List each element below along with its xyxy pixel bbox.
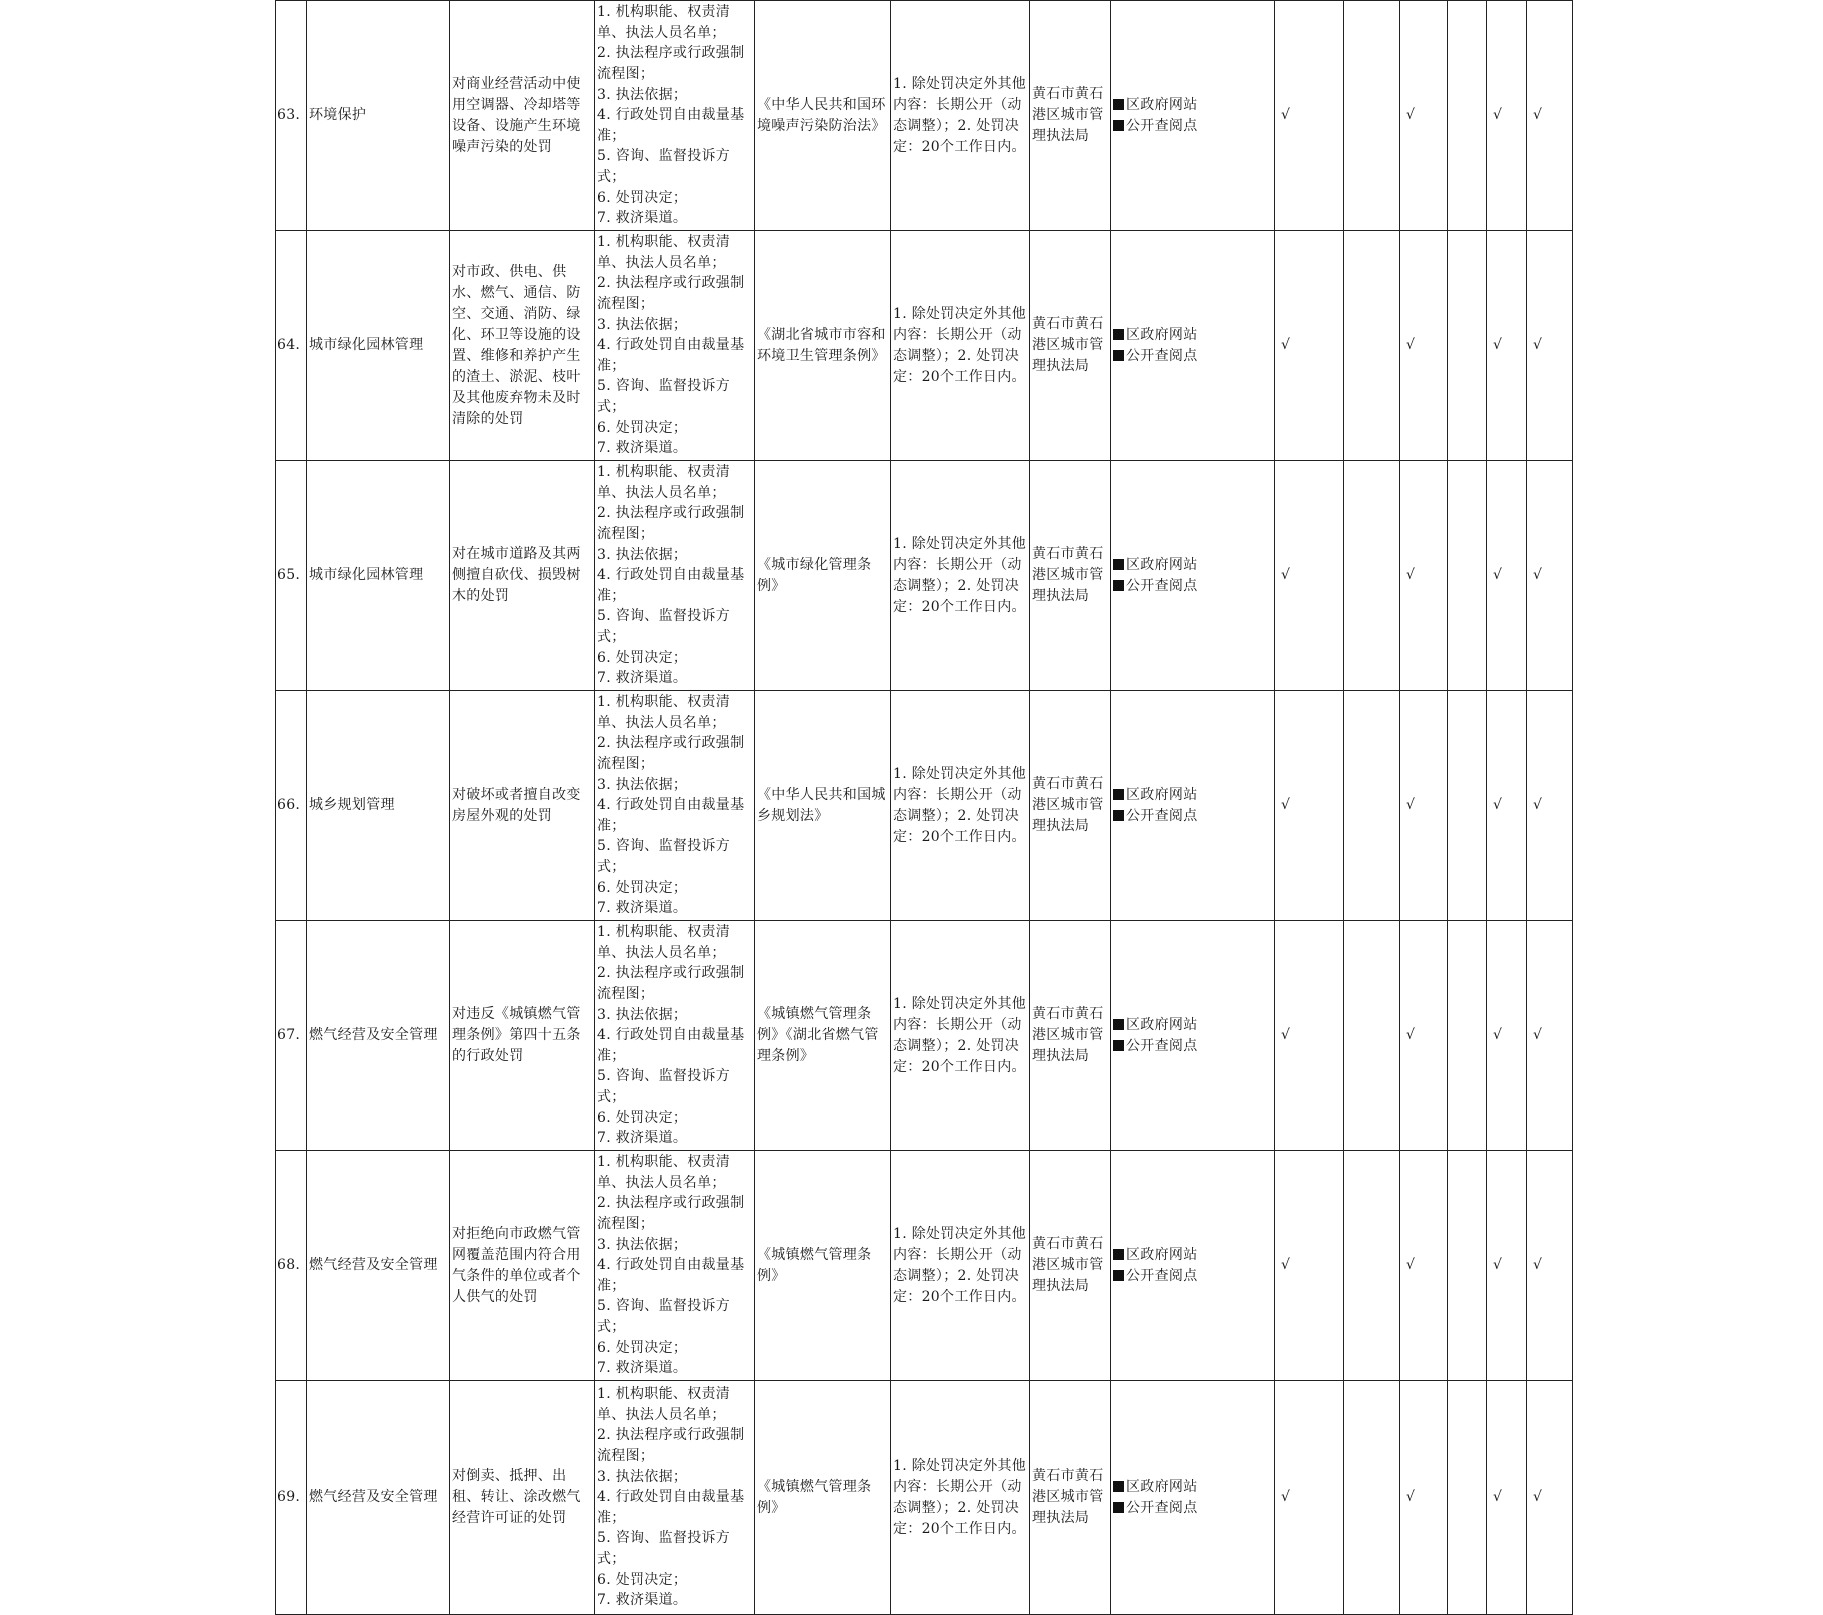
row-category: 城乡规划管理 (307, 691, 450, 921)
row-channels (1111, 461, 1275, 691)
check-mark: √ (1400, 1, 1448, 231)
row-content (595, 1151, 755, 1381)
row-number: 69. (276, 1381, 307, 1615)
checked-square-icon (1113, 99, 1124, 110)
content-line: 4. 行政处罚自由裁量基准； (597, 337, 745, 374)
checked-square-icon (1113, 1040, 1124, 1051)
channel-item (1113, 806, 1272, 827)
row-subject: 黄石市黄石港区城市管理执法局 (1030, 461, 1111, 691)
channel-item (1113, 1266, 1272, 1287)
content-line: 2. 执法程序或行政强制流程图； (597, 1427, 745, 1465)
check-mark (1344, 1381, 1400, 1615)
row-time: 1. 除处罚决定外其他内容：长期公开（动态调整）；2. 处罚决定：20个工作日内。 (891, 1151, 1030, 1381)
row-number: 67. (276, 921, 307, 1151)
table-row (276, 1, 1573, 231)
channel-label: 公开查阅点 (1126, 1499, 1198, 1516)
channel-item (1113, 325, 1272, 346)
channel-item (1113, 116, 1272, 137)
content-line: 7. 救济渠道。 (597, 900, 688, 917)
check-mark: √ (1527, 1381, 1573, 1615)
channel-item (1113, 1245, 1272, 1266)
checked-square-icon (1113, 329, 1124, 340)
content-line: 6. 处罚决定； (597, 1109, 688, 1126)
check-mark: √ (1400, 231, 1448, 461)
content-line: 6. 处罚决定； (597, 879, 688, 896)
check-mark: √ (1487, 921, 1527, 1151)
row-time: 1. 除处罚决定外其他内容：长期公开（动态调整）；2. 处罚决定：20个工作日内。 (891, 1381, 1030, 1615)
channel-label: 公开查阅点 (1126, 117, 1198, 134)
table-body (276, 1, 1573, 1615)
row-number: 68. (276, 1151, 307, 1381)
table-row (276, 1381, 1573, 1615)
content-line: 2. 执法程序或行政强制流程图； (597, 275, 745, 313)
checked-square-icon (1113, 1481, 1124, 1492)
check-mark: √ (1275, 1, 1344, 231)
channel-label: 区政府网站 (1126, 326, 1198, 343)
check-mark (1448, 1381, 1487, 1615)
checked-square-icon (1113, 789, 1124, 800)
check-mark: √ (1527, 921, 1573, 1151)
row-subject: 黄石市黄石港区城市管理执法局 (1030, 1, 1111, 231)
channel-item (1113, 576, 1272, 597)
row-category: 燃气经营及安全管理 (307, 921, 450, 1151)
row-time: 1. 除处罚决定外其他内容：长期公开（动态调整）；2. 处罚决定：20个工作日内。 (891, 921, 1030, 1151)
row-item: 对违反《城镇燃气管理条例》第四十五条的行政处罚 (450, 921, 595, 1151)
content-line: 7. 救济渠道。 (597, 210, 688, 227)
content-line: 3. 执法依据； (597, 546, 688, 563)
channel-item (1113, 1036, 1272, 1057)
check-mark (1448, 1, 1487, 231)
check-mark: √ (1275, 231, 1344, 461)
check-mark (1448, 461, 1487, 691)
content-line: 3. 执法依据； (597, 1236, 688, 1253)
check-mark (1448, 1151, 1487, 1381)
row-basis: 《湖北省城市市容和环境卫生管理条例》 (755, 231, 891, 461)
check-mark (1344, 921, 1400, 1151)
channel-label: 公开查阅点 (1126, 347, 1198, 364)
content-line: 7. 救济渠道。 (597, 1130, 688, 1147)
row-item: 对拒绝向市政燃气管网覆盖范围内符合用气条件的单位或者个人供气的处罚 (450, 1151, 595, 1381)
checked-square-icon (1113, 1019, 1124, 1030)
row-number: 64. (276, 231, 307, 461)
content-line: 7. 救济渠道。 (597, 670, 688, 687)
channel-item (1113, 95, 1272, 116)
content-line: 5. 咨询、监督投诉方式； (597, 1298, 731, 1335)
content-line: 4. 行政处罚自由裁量基准； (597, 567, 745, 604)
checked-square-icon (1113, 1249, 1124, 1260)
content-line: 5. 咨询、监督投诉方式； (597, 148, 731, 185)
row-category: 城市绿化园林管理 (307, 461, 450, 691)
channel-item (1113, 1477, 1272, 1498)
content-line: 1. 机构职能、权责清单、执法人员名单； (597, 1154, 731, 1191)
row-number: 66. (276, 691, 307, 921)
content-line: 6. 处罚决定； (597, 1339, 688, 1356)
check-mark: √ (1527, 1151, 1573, 1381)
channel-label: 区政府网站 (1126, 1478, 1198, 1495)
content-line: 1. 机构职能、权责清单、执法人员名单； (597, 4, 731, 41)
table-row (276, 691, 1573, 921)
checked-square-icon (1113, 350, 1124, 361)
check-mark: √ (1400, 921, 1448, 1151)
content-line: 4. 行政处罚自由裁量基准； (597, 1489, 745, 1526)
row-category: 环境保护 (307, 1, 450, 231)
row-subject: 黄石市黄石港区城市管理执法局 (1030, 1381, 1111, 1615)
row-category: 燃气经营及安全管理 (307, 1381, 450, 1615)
row-content (595, 231, 755, 461)
check-mark: √ (1400, 1381, 1448, 1615)
check-mark: √ (1400, 461, 1448, 691)
disclosure-table (275, 0, 1573, 1615)
check-mark: √ (1487, 1151, 1527, 1381)
check-mark: √ (1487, 1381, 1527, 1615)
content-line: 3. 执法依据； (597, 1006, 688, 1023)
table-row (276, 921, 1573, 1151)
content-line: 1. 机构职能、权责清单、执法人员名单； (597, 464, 731, 501)
check-mark: √ (1275, 691, 1344, 921)
channel-label: 区政府网站 (1126, 1246, 1198, 1263)
check-mark: √ (1275, 461, 1344, 691)
content-line: 3. 执法依据； (597, 1468, 688, 1485)
content-line: 2. 执法程序或行政强制流程图； (597, 1195, 745, 1233)
content-line: 4. 行政处罚自由裁量基准； (597, 1027, 745, 1064)
row-basis: 《城镇燃气管理条例》 (755, 1381, 891, 1615)
row-channels (1111, 1151, 1275, 1381)
row-subject: 黄石市黄石港区城市管理执法局 (1030, 921, 1111, 1151)
check-mark (1344, 1151, 1400, 1381)
channel-label: 公开查阅点 (1126, 1037, 1198, 1054)
content-line: 5. 咨询、监督投诉方式； (597, 1068, 731, 1105)
check-mark (1344, 461, 1400, 691)
content-line: 2. 执法程序或行政强制流程图； (597, 45, 745, 83)
row-channels (1111, 691, 1275, 921)
channel-label: 公开查阅点 (1126, 577, 1198, 594)
check-mark: √ (1400, 691, 1448, 921)
row-subject: 黄石市黄石港区城市管理执法局 (1030, 691, 1111, 921)
row-basis: 《城镇燃气管理条例》《湖北省燃气管理条例》 (755, 921, 891, 1151)
content-line: 2. 执法程序或行政强制流程图； (597, 735, 745, 773)
row-item: 对倒卖、抵押、出租、转让、涂改燃气经营许可证的处罚 (450, 1381, 595, 1615)
checked-square-icon (1113, 1270, 1124, 1281)
row-time: 1. 除处罚决定外其他内容：长期公开（动态调整）；2. 处罚决定：20个工作日内。 (891, 231, 1030, 461)
row-item: 对商业经营活动中使用空调器、冷却塔等设备、设施产生环境噪声污染的处罚 (450, 1, 595, 231)
row-category: 燃气经营及安全管理 (307, 1151, 450, 1381)
checked-square-icon (1113, 120, 1124, 131)
content-line: 7. 救济渠道。 (597, 1592, 688, 1609)
table-row (276, 1151, 1573, 1381)
row-content (595, 691, 755, 921)
check-mark: √ (1487, 691, 1527, 921)
check-mark: √ (1487, 1, 1527, 231)
channel-label: 公开查阅点 (1126, 1267, 1198, 1284)
check-mark: √ (1275, 921, 1344, 1151)
checked-square-icon (1113, 559, 1124, 570)
row-content (595, 921, 755, 1151)
channel-item (1113, 555, 1272, 576)
content-line: 4. 行政处罚自由裁量基准； (597, 1257, 745, 1294)
content-line: 5. 咨询、监督投诉方式； (597, 608, 731, 645)
channel-label: 区政府网站 (1126, 1016, 1198, 1033)
check-mark (1448, 231, 1487, 461)
check-mark (1448, 921, 1487, 1151)
content-line: 2. 执法程序或行政强制流程图； (597, 965, 745, 1003)
row-content (595, 461, 755, 691)
row-time: 1. 除处罚决定外其他内容：长期公开（动态调整）；2. 处罚决定：20个工作日内。 (891, 1, 1030, 231)
content-line: 1. 机构职能、权责清单、执法人员名单； (597, 234, 731, 271)
check-mark: √ (1400, 1151, 1448, 1381)
check-mark: √ (1527, 231, 1573, 461)
checked-square-icon (1113, 580, 1124, 591)
content-line: 3. 执法依据； (597, 776, 688, 793)
table-row (276, 461, 1573, 691)
content-line: 6. 处罚决定； (597, 189, 688, 206)
check-mark: √ (1275, 1151, 1344, 1381)
content-line: 3. 执法依据； (597, 86, 688, 103)
content-line: 1. 机构职能、权责清单、执法人员名单； (597, 694, 731, 731)
row-basis: 《中华人民共和国城乡规划法》 (755, 691, 891, 921)
content-line: 4. 行政处罚自由裁量基准； (597, 107, 745, 144)
content-line: 5. 咨询、监督投诉方式； (597, 378, 731, 415)
row-basis: 《中华人民共和国环境噪声污染防治法》 (755, 1, 891, 231)
content-line: 4. 行政处罚自由裁量基准； (597, 797, 745, 834)
row-time: 1. 除处罚决定外其他内容：长期公开（动态调整）；2. 处罚决定：20个工作日内。 (891, 691, 1030, 921)
content-line: 6. 处罚决定； (597, 649, 688, 666)
row-time: 1. 除处罚决定外其他内容：长期公开（动态调整）；2. 处罚决定：20个工作日内。 (891, 461, 1030, 691)
channel-label: 区政府网站 (1126, 96, 1198, 113)
check-mark (1344, 691, 1400, 921)
channel-item (1113, 785, 1272, 806)
channel-label: 区政府网站 (1126, 556, 1198, 573)
content-line: 1. 机构职能、权责清单、执法人员名单； (597, 924, 731, 961)
table-row (276, 231, 1573, 461)
row-subject: 黄石市黄石港区城市管理执法局 (1030, 1151, 1111, 1381)
row-channels (1111, 1, 1275, 231)
channel-label: 区政府网站 (1126, 786, 1198, 803)
content-line: 6. 处罚决定； (597, 419, 688, 436)
channel-item (1113, 346, 1272, 367)
row-number: 65. (276, 461, 307, 691)
check-mark: √ (1527, 461, 1573, 691)
check-mark: √ (1487, 231, 1527, 461)
content-line: 7. 救济渠道。 (597, 1360, 688, 1377)
row-category: 城市绿化园林管理 (307, 231, 450, 461)
row-basis: 《城市绿化管理条例》 (755, 461, 891, 691)
check-mark: √ (1527, 691, 1573, 921)
row-subject: 黄石市黄石港区城市管理执法局 (1030, 231, 1111, 461)
row-content (595, 1381, 755, 1615)
row-item: 对市政、供电、供水、燃气、通信、防空、交通、消防、绿化、环卫等设施的设置、维修和养护产生的渣土、淤泥、枝叶及其他废弃物未及时清除的处罚 (450, 231, 595, 461)
content-line: 2. 执法程序或行政强制流程图； (597, 505, 745, 543)
checked-square-icon (1113, 1502, 1124, 1513)
content-line: 7. 救济渠道。 (597, 440, 688, 457)
content-line: 5. 咨询、监督投诉方式； (597, 838, 731, 875)
check-mark (1448, 691, 1487, 921)
channel-item (1113, 1015, 1272, 1036)
checked-square-icon (1113, 810, 1124, 821)
check-mark: √ (1527, 1, 1573, 231)
row-item: 对破坏或者擅自改变房屋外观的处罚 (450, 691, 595, 921)
row-item: 对在城市道路及其两侧擅自砍伐、损毁树木的处罚 (450, 461, 595, 691)
check-mark: √ (1487, 461, 1527, 691)
row-channels (1111, 1381, 1275, 1615)
row-channels (1111, 231, 1275, 461)
channel-item (1113, 1498, 1272, 1519)
check-mark: √ (1275, 1381, 1344, 1615)
content-line: 1. 机构职能、权责清单、执法人员名单； (597, 1386, 731, 1423)
check-mark (1344, 231, 1400, 461)
row-number: 63. (276, 1, 307, 231)
content-line: 5. 咨询、监督投诉方式； (597, 1530, 731, 1567)
row-basis: 《城镇燃气管理条例》 (755, 1151, 891, 1381)
row-content (595, 1, 755, 231)
check-mark (1344, 1, 1400, 231)
channel-label: 公开查阅点 (1126, 807, 1198, 824)
content-line: 3. 执法依据； (597, 316, 688, 333)
row-channels (1111, 921, 1275, 1151)
content-line: 6. 处罚决定； (597, 1571, 688, 1588)
